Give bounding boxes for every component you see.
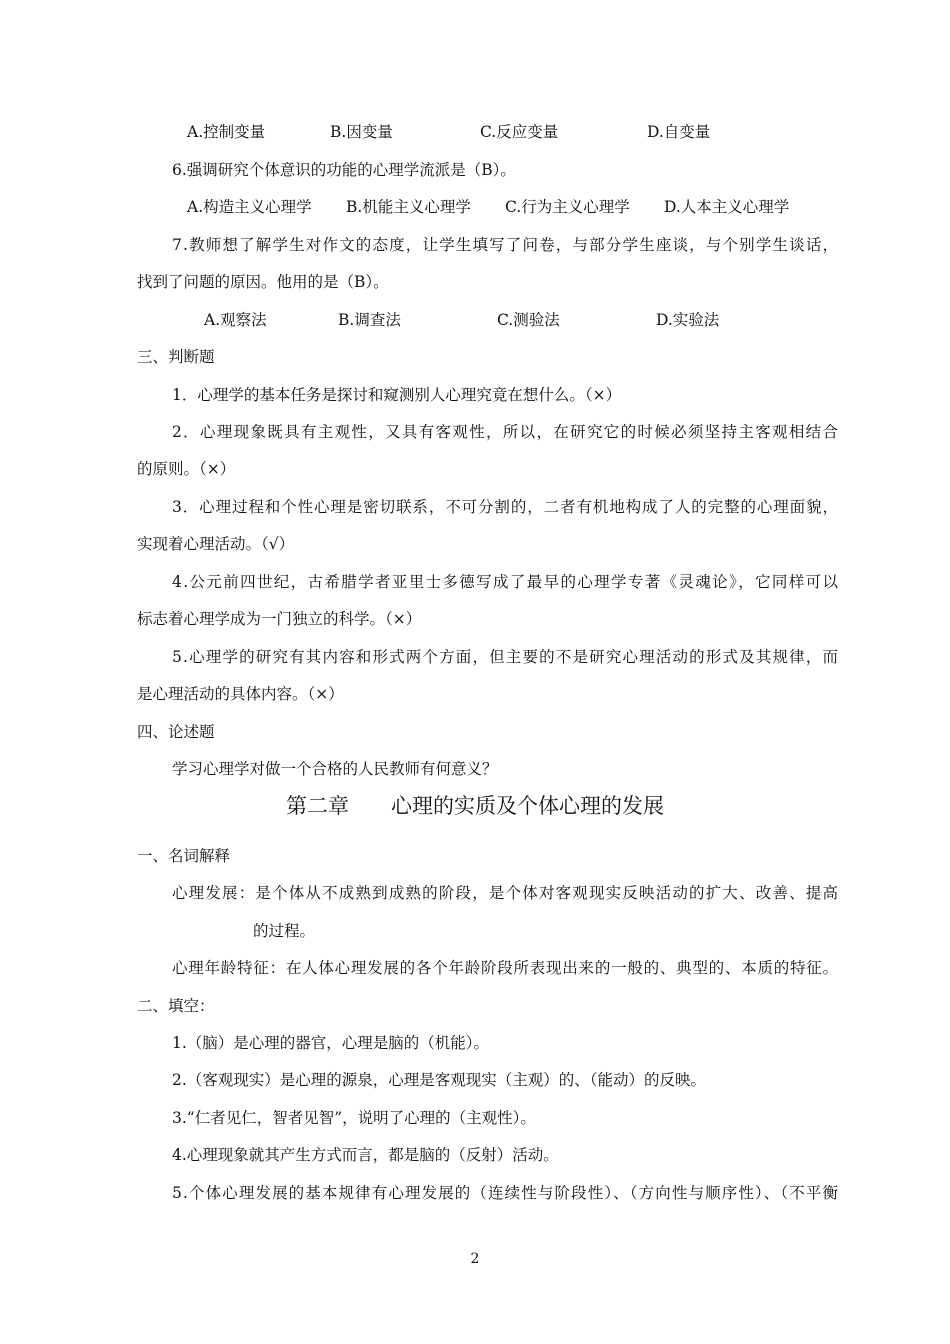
q7-option-d: D.实验法 (656, 311, 720, 329)
judgment-item-3: 3．心理过程和个性心理是密切联系，不可分割的，二者有机地构成了人的完整的心理面貌， (172, 498, 839, 516)
q7-option-b: B.调查法 (338, 311, 401, 329)
q7-stem-line1: 7.教师想了解学生对作文的态度，让学生填写了问卷，与部分学生座谈，与个别学生谈话， (172, 236, 840, 254)
q7-stem-line2: 找到了问题的原因。他用的是（B）。 (137, 273, 389, 291)
q6-stem: 6.强调研究个体意识的功能的心理学流派是（B）。 (172, 161, 516, 179)
q6-option-c: C.行为主义心理学 (505, 198, 630, 216)
ch2-section2-heading: 二、填空： (137, 997, 215, 1015)
judgment-item-3-cont: 实现着心理活动。（√） (137, 535, 295, 553)
fill-item-1: 1.（脑）是心理的器官，心理是脑的（机能）。 (172, 1034, 490, 1052)
section4-heading: 四、论述题 (137, 723, 215, 741)
definition-psych-development: 心理发展：是个体从不成熟到成熟的阶段，是个体对客观现实反映活动的扩大、改善、提高 (172, 884, 840, 902)
fill-item-3: 3.“仁者见仁，智者见智”，说明了心理的（主观性）。 (172, 1109, 536, 1127)
fill-item-2: 2.（客观现实）是心理的源泉，心理是客观现实（主观）的、（能动）的反映。 (172, 1071, 707, 1089)
judgment-item-5: 5.心理学的研究有其内容和形式两个方面，但主要的不是研究心理活动的形式及其规律，而 (172, 648, 840, 666)
section3-heading: 三、判断题 (137, 348, 215, 366)
q5-option-b: B.因变量 (330, 123, 393, 141)
definition-age-characteristics: 心理年龄特征：在人体心理发展的各个年龄阶段所表现出来的一般的、典型的、本质的特征。 (172, 959, 839, 977)
chapter-title: 第二章 心理的实质及个体心理的发展 (286, 794, 664, 818)
q6-option-d: D.人本主义心理学 (664, 198, 790, 216)
q5-option-a: A.控制变量 (187, 123, 266, 141)
essay-question: 学习心理学对做一个合格的人民教师有何意义？ (172, 760, 498, 778)
q7-option-c: C.测验法 (497, 311, 560, 329)
ch2-section1-heading: 一、名词解释 (137, 847, 231, 865)
fill-item-5: 5.个体心理发展的基本规律有心理发展的（连续性与阶段性）、（方向性与顺序性）、（不平衡 (172, 1184, 840, 1202)
judgment-item-2: 2．心理现象既具有主观性，又具有客观性，所以，在研究它的时候必须坚持主客观相结合 (172, 423, 840, 441)
definition-psych-development-cont: 的过程。 (253, 922, 316, 940)
q6-option-a: A.构造主义心理学 (187, 198, 312, 216)
q5-option-d: D.自变量 (647, 123, 711, 141)
q6-option-b: B.机能主义心理学 (346, 198, 471, 216)
judgment-item-4-cont: 标志着心理学成为一门独立的科学。（×） (137, 610, 422, 628)
page-number: 2 (470, 1251, 480, 1267)
judgment-item-5-cont: 是心理活动的具体内容。（×） (137, 685, 344, 703)
judgment-item-2-cont: 的原则。（×） (137, 460, 236, 478)
q7-option-a: A.观察法 (204, 311, 267, 329)
fill-item-4: 4.心理现象就其产生方式而言，都是脑的（反射）活动。 (172, 1146, 559, 1164)
judgment-item-1: 1．心理学的基本任务是探讨和窥测别人心理究竟在想什么。（×） (172, 386, 622, 404)
judgment-item-4: 4.公元前四世纪，古希腊学者亚里士多德写成了最早的心理学专著《灵魂论》，它同样可以 (172, 573, 840, 591)
q5-option-c: C.反应变量 (480, 123, 559, 141)
